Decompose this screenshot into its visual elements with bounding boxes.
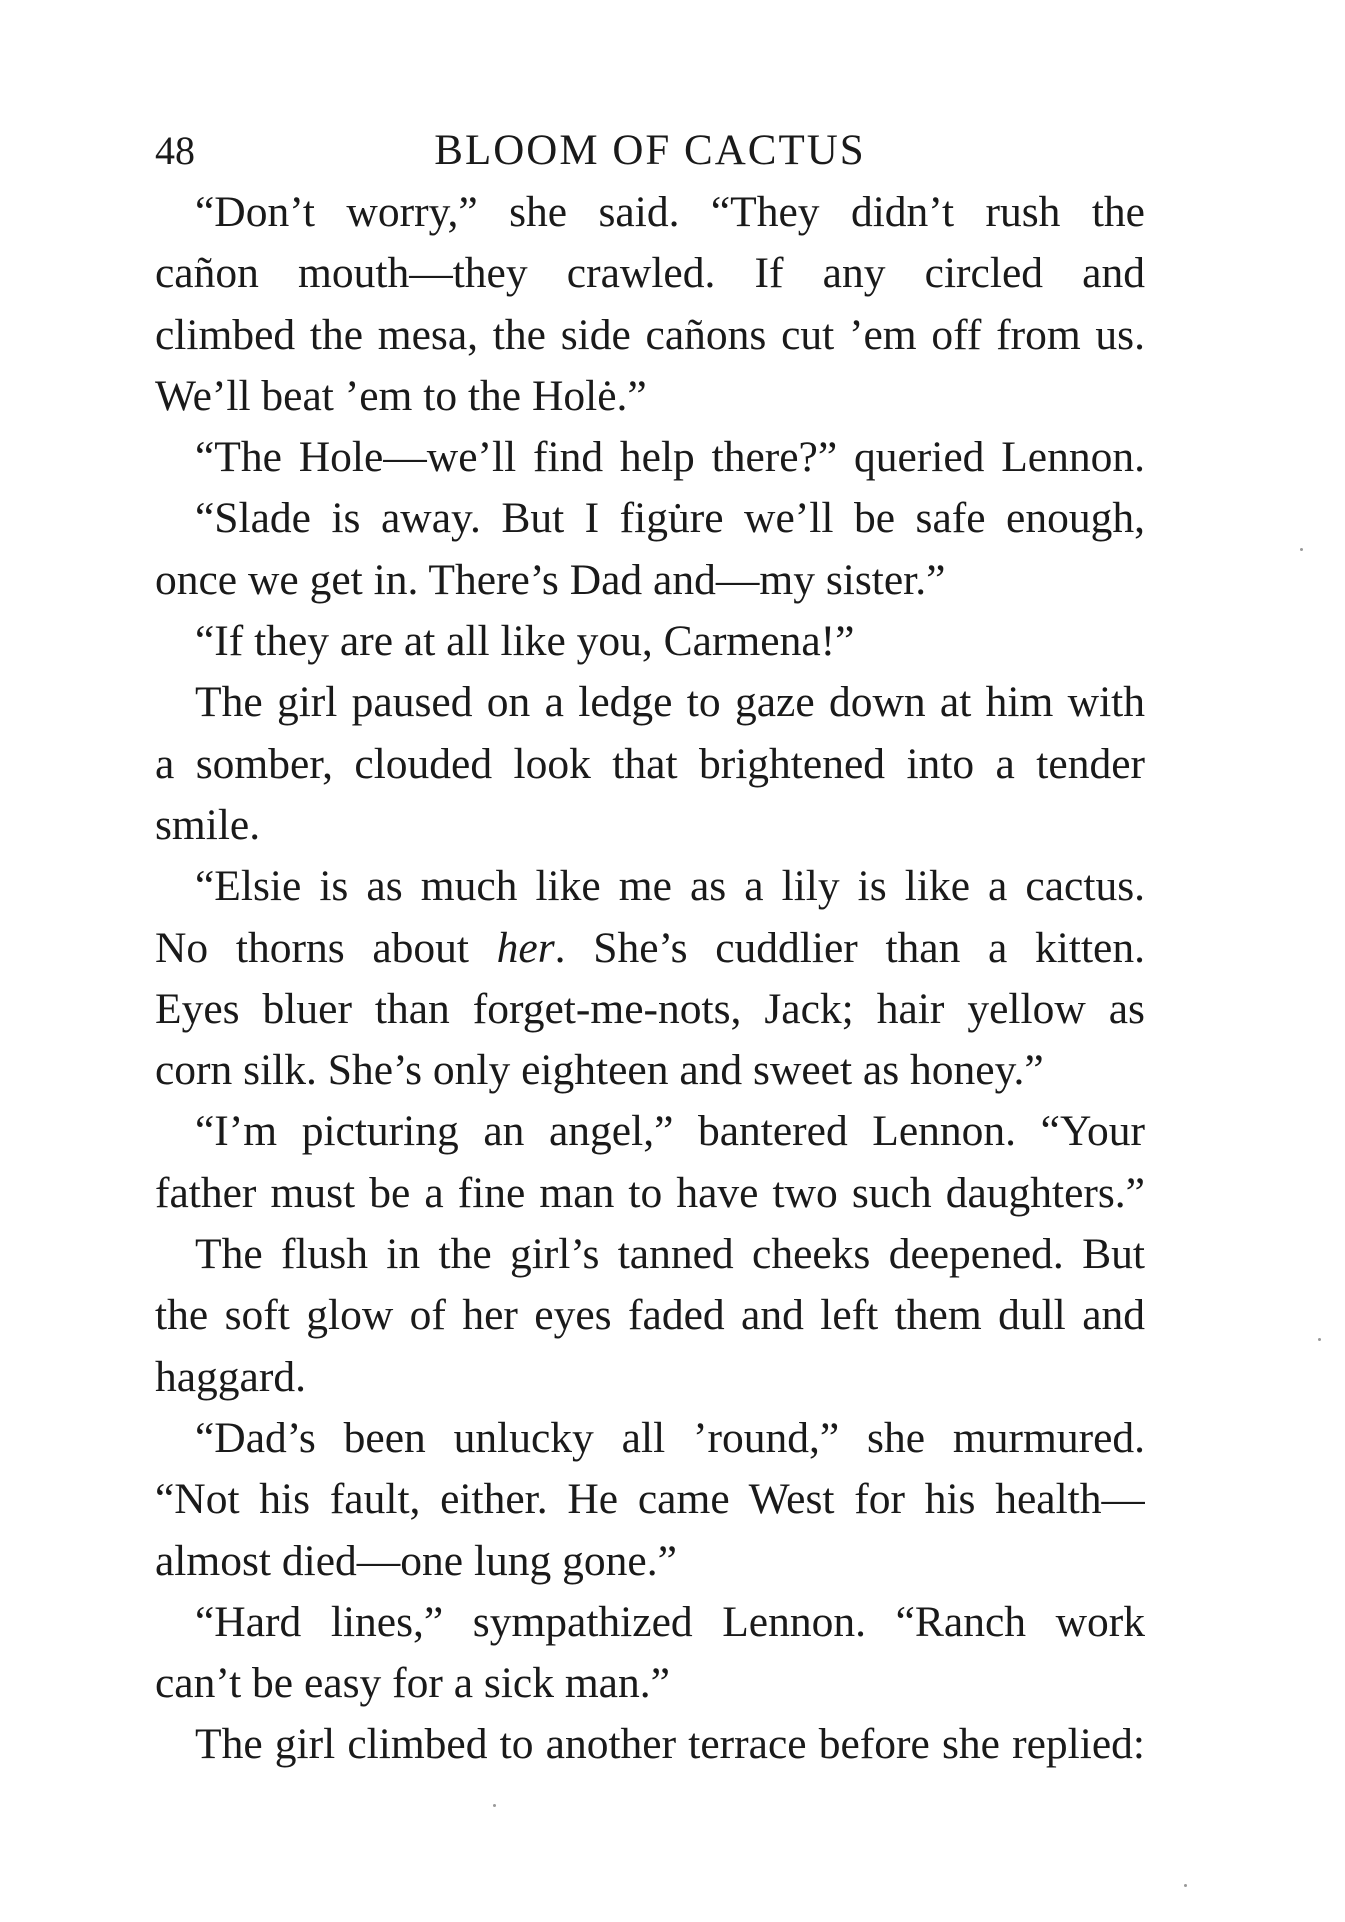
text-line xyxy=(155,795,1145,856)
text-line xyxy=(155,979,1145,1040)
text-line-segment: “If they are at all like you, Carmena!” xyxy=(195,617,855,666)
text-line-segment: “I’m picturing an angel,” bantered Lennon. “Your xyxy=(195,1107,1145,1156)
text-line xyxy=(155,1714,1145,1775)
text-line-segment: “The Hole—we’ll find help there?” queried Lennon. xyxy=(195,433,1145,482)
text-line xyxy=(155,427,1145,488)
text-line xyxy=(155,1285,1145,1346)
paper-speck xyxy=(1184,1884,1187,1887)
page-number: 48 xyxy=(155,128,195,173)
text-line-segment: . She’s cuddlier than a kitten. xyxy=(554,923,1145,972)
text-line-segment: The girl paused on a ledge to gaze down at him with xyxy=(195,678,1145,727)
text-line-segment: haggard. xyxy=(155,1352,306,1401)
text-line xyxy=(155,1347,1145,1408)
text-line-segment: “Slade is away. But I figu̇re we’ll be safe enough, xyxy=(195,494,1145,543)
text-line-segment: “Not his fault, either. He came West for his health— xyxy=(155,1475,1145,1524)
text-line xyxy=(155,1592,1145,1653)
text-line xyxy=(155,550,1145,611)
text-line-segment: The flush in the girl’s tanned cheeks deepened. But xyxy=(195,1230,1145,1279)
text-line xyxy=(155,918,1145,979)
text-line-segment: The girl climbed to another terrace before she replied: xyxy=(195,1720,1145,1769)
text-line xyxy=(155,1469,1145,1530)
text-line-segment: “Elsie is as much like me as a lily is like a cactus. xyxy=(195,862,1145,911)
paper-speck xyxy=(493,1804,496,1807)
text-line-segment: No thorns about xyxy=(155,923,497,972)
text-line xyxy=(155,182,1145,243)
text-line-segment: corn silk. She’s only eighteen and sweet as honey.” xyxy=(155,1046,1044,1095)
running-head: BLOOM OF CACTUS xyxy=(434,127,866,174)
text-line-segment: climbed the mesa, the side cañons cut ’em off from us. xyxy=(155,310,1145,359)
text-line xyxy=(155,856,1145,917)
text-line-segment: Eyes bluer than forget-me-nots, Jack; hair yellow as xyxy=(155,984,1145,1033)
text-line xyxy=(155,734,1145,795)
text-line-segment: “Hard lines,” sympathized Lennon. “Ranch work xyxy=(195,1597,1145,1646)
text-line xyxy=(155,1531,1145,1592)
text-line xyxy=(155,1101,1145,1162)
text-line xyxy=(155,305,1145,366)
text-line xyxy=(155,488,1145,549)
text-line-segment: smile. xyxy=(155,800,261,849)
text-line xyxy=(155,611,1145,672)
text-line-segment: once we get in. There’s Dad and—my sister.” xyxy=(155,555,946,604)
text-line-segment: a somber, clouded look that brightened into a tender xyxy=(155,739,1145,788)
text-line-segment: “Dad’s been unlucky all ’round,” she murmured. xyxy=(195,1413,1145,1462)
text-line-segment: father must be a fine man to have two such daughters.” xyxy=(155,1168,1145,1217)
text-line-segment: “Don’t worry,” she said. “They didn’t rush the xyxy=(195,188,1145,236)
text-line xyxy=(155,1224,1145,1285)
text-line-segment: cañon mouth—they crawled. If any circled and xyxy=(155,249,1145,298)
text-line xyxy=(155,243,1145,304)
text-line-segment: can’t be easy for a sick man.” xyxy=(155,1659,670,1708)
text-line xyxy=(155,1653,1145,1714)
text-line xyxy=(155,1163,1145,1224)
text-line-segment: the soft glow of her eyes faded and left them dull and xyxy=(155,1291,1145,1340)
text-line xyxy=(155,1040,1145,1101)
text-line-segment: We’ll beat ’em to the Holė.” xyxy=(155,371,647,420)
text-line xyxy=(155,1408,1145,1469)
paper-speck xyxy=(1300,548,1303,551)
page-header xyxy=(155,120,1145,182)
paper-speck xyxy=(1318,1338,1321,1341)
text-line xyxy=(155,366,1145,427)
text-line-segment: almost died—one lung gone.” xyxy=(155,1536,677,1585)
body-text xyxy=(155,182,1145,1776)
text-line xyxy=(155,672,1145,733)
page-text xyxy=(155,120,1145,1776)
italic-word: her xyxy=(496,923,555,972)
